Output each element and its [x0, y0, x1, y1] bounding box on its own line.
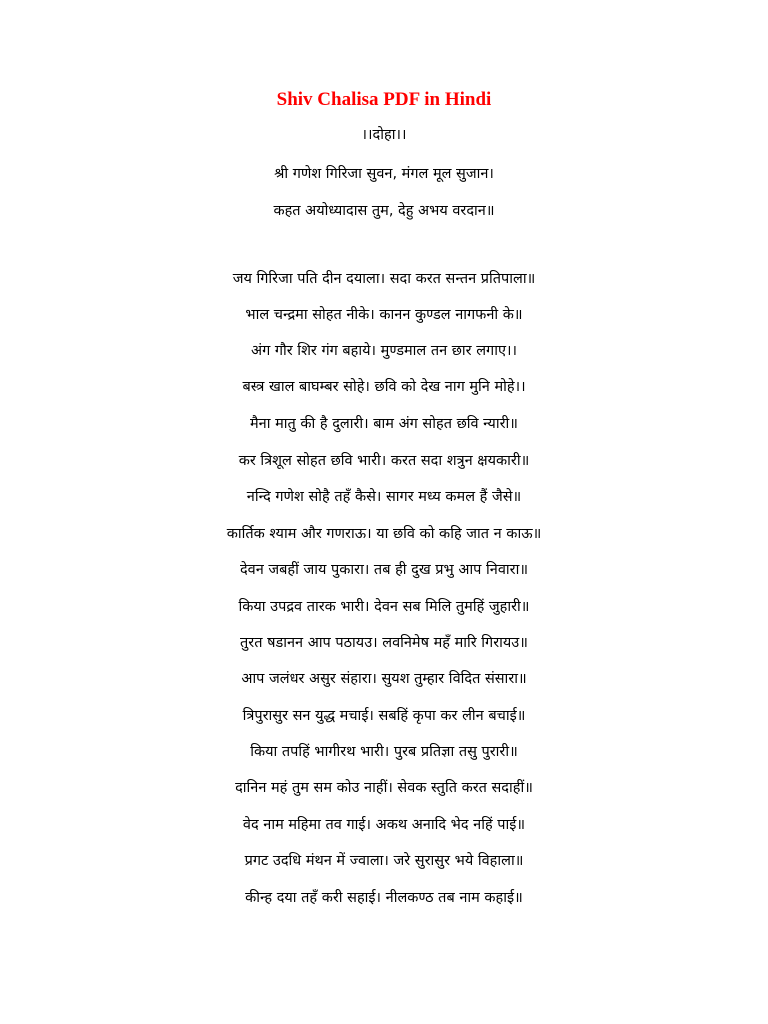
chaupai-line: किया तपहिं भागीरथ भारी। पुरब प्रतिज्ञा तसु पुरारी॥: [250, 744, 518, 760]
chaupai-line: प्रगट उदधि मंथन में ज्वाला। जरे सुरासुर भये विहाला॥: [244, 853, 524, 869]
chaupai-line: भाल चन्द्रमा सोहत नीके। कानन कुण्डल नागफनी के॥: [245, 307, 523, 323]
chaupai-line: देवन जबहीं जाय पुकारा। तब ही दुख प्रभु आप निवारा॥: [239, 562, 529, 578]
chaupai-line: किया उपद्रव तारक भारी। देवन सब मिलि तुमहिं जुहारी॥: [238, 599, 530, 615]
chaupai-line: जय गिरिजा पति दीन दयाला। सदा करत सन्तन प्रतिपाला॥: [232, 271, 536, 287]
chaupai-line: मैना मातु की है दुलारी। बाम अंग सोहत छवि न्यारी॥: [250, 416, 518, 432]
chaupai-line: आप जलंधर असुर संहारा। सुयश तुम्हार विदित संसारा॥: [241, 671, 527, 687]
chaupai-line: कीन्ह दया तहँ करी सहाई। नीलकण्ठ तब नाम कहाई॥: [245, 890, 523, 906]
chaupai-line: अंग गौर शिर गंग बहाये। मुण्डमाल तन छार लगाए।।: [251, 343, 517, 359]
document-title: Shiv Chalisa PDF in Hindi: [276, 89, 492, 110]
doha-line: कहत अयोध्यादास तुम, देहु अभय वरदान॥: [273, 203, 495, 219]
chaupai-line: नन्दि गणेश सोहै तहँ कैसे। सागर मध्य कमल हैं जैसे॥: [246, 489, 522, 505]
chaupai-line: त्रिपुरासुर सन युद्ध मचाई। सबहिं कृपा कर लीन बचाई॥: [242, 708, 526, 724]
chaupai-line: कार्तिक श्याम और गणराऊ। या छवि को कहि जात न काऊ॥: [226, 526, 542, 542]
chaupai-line: दानिन महं तुम सम कोउ नाहीं। सेवक स्तुति करत सदाहीं॥: [235, 780, 533, 796]
chaupai-line: कर त्रिशूल सोहत छवि भारी। करत सदा शत्रुन क्षयकारी॥: [238, 453, 530, 469]
chaupai-line: बस्त्र खाल बाघम्बर सोहे। छवि को देख नाग मुनि मोहे।।: [242, 379, 526, 395]
doha-line: श्री गणेश गिरिजा सुवन, मंगल मूल सुजान।: [274, 166, 494, 182]
doha-heading: ।।दोहा।।: [361, 127, 407, 143]
chaupai-line: वेद नाम महिमा तव गाई। अकथ अनादि भेद नहिं पाई॥: [242, 817, 526, 833]
chaupai-line: तुरत षडानन आप पठायउ। लवनिमेष महँ मारि गिरायउ॥: [240, 635, 528, 651]
